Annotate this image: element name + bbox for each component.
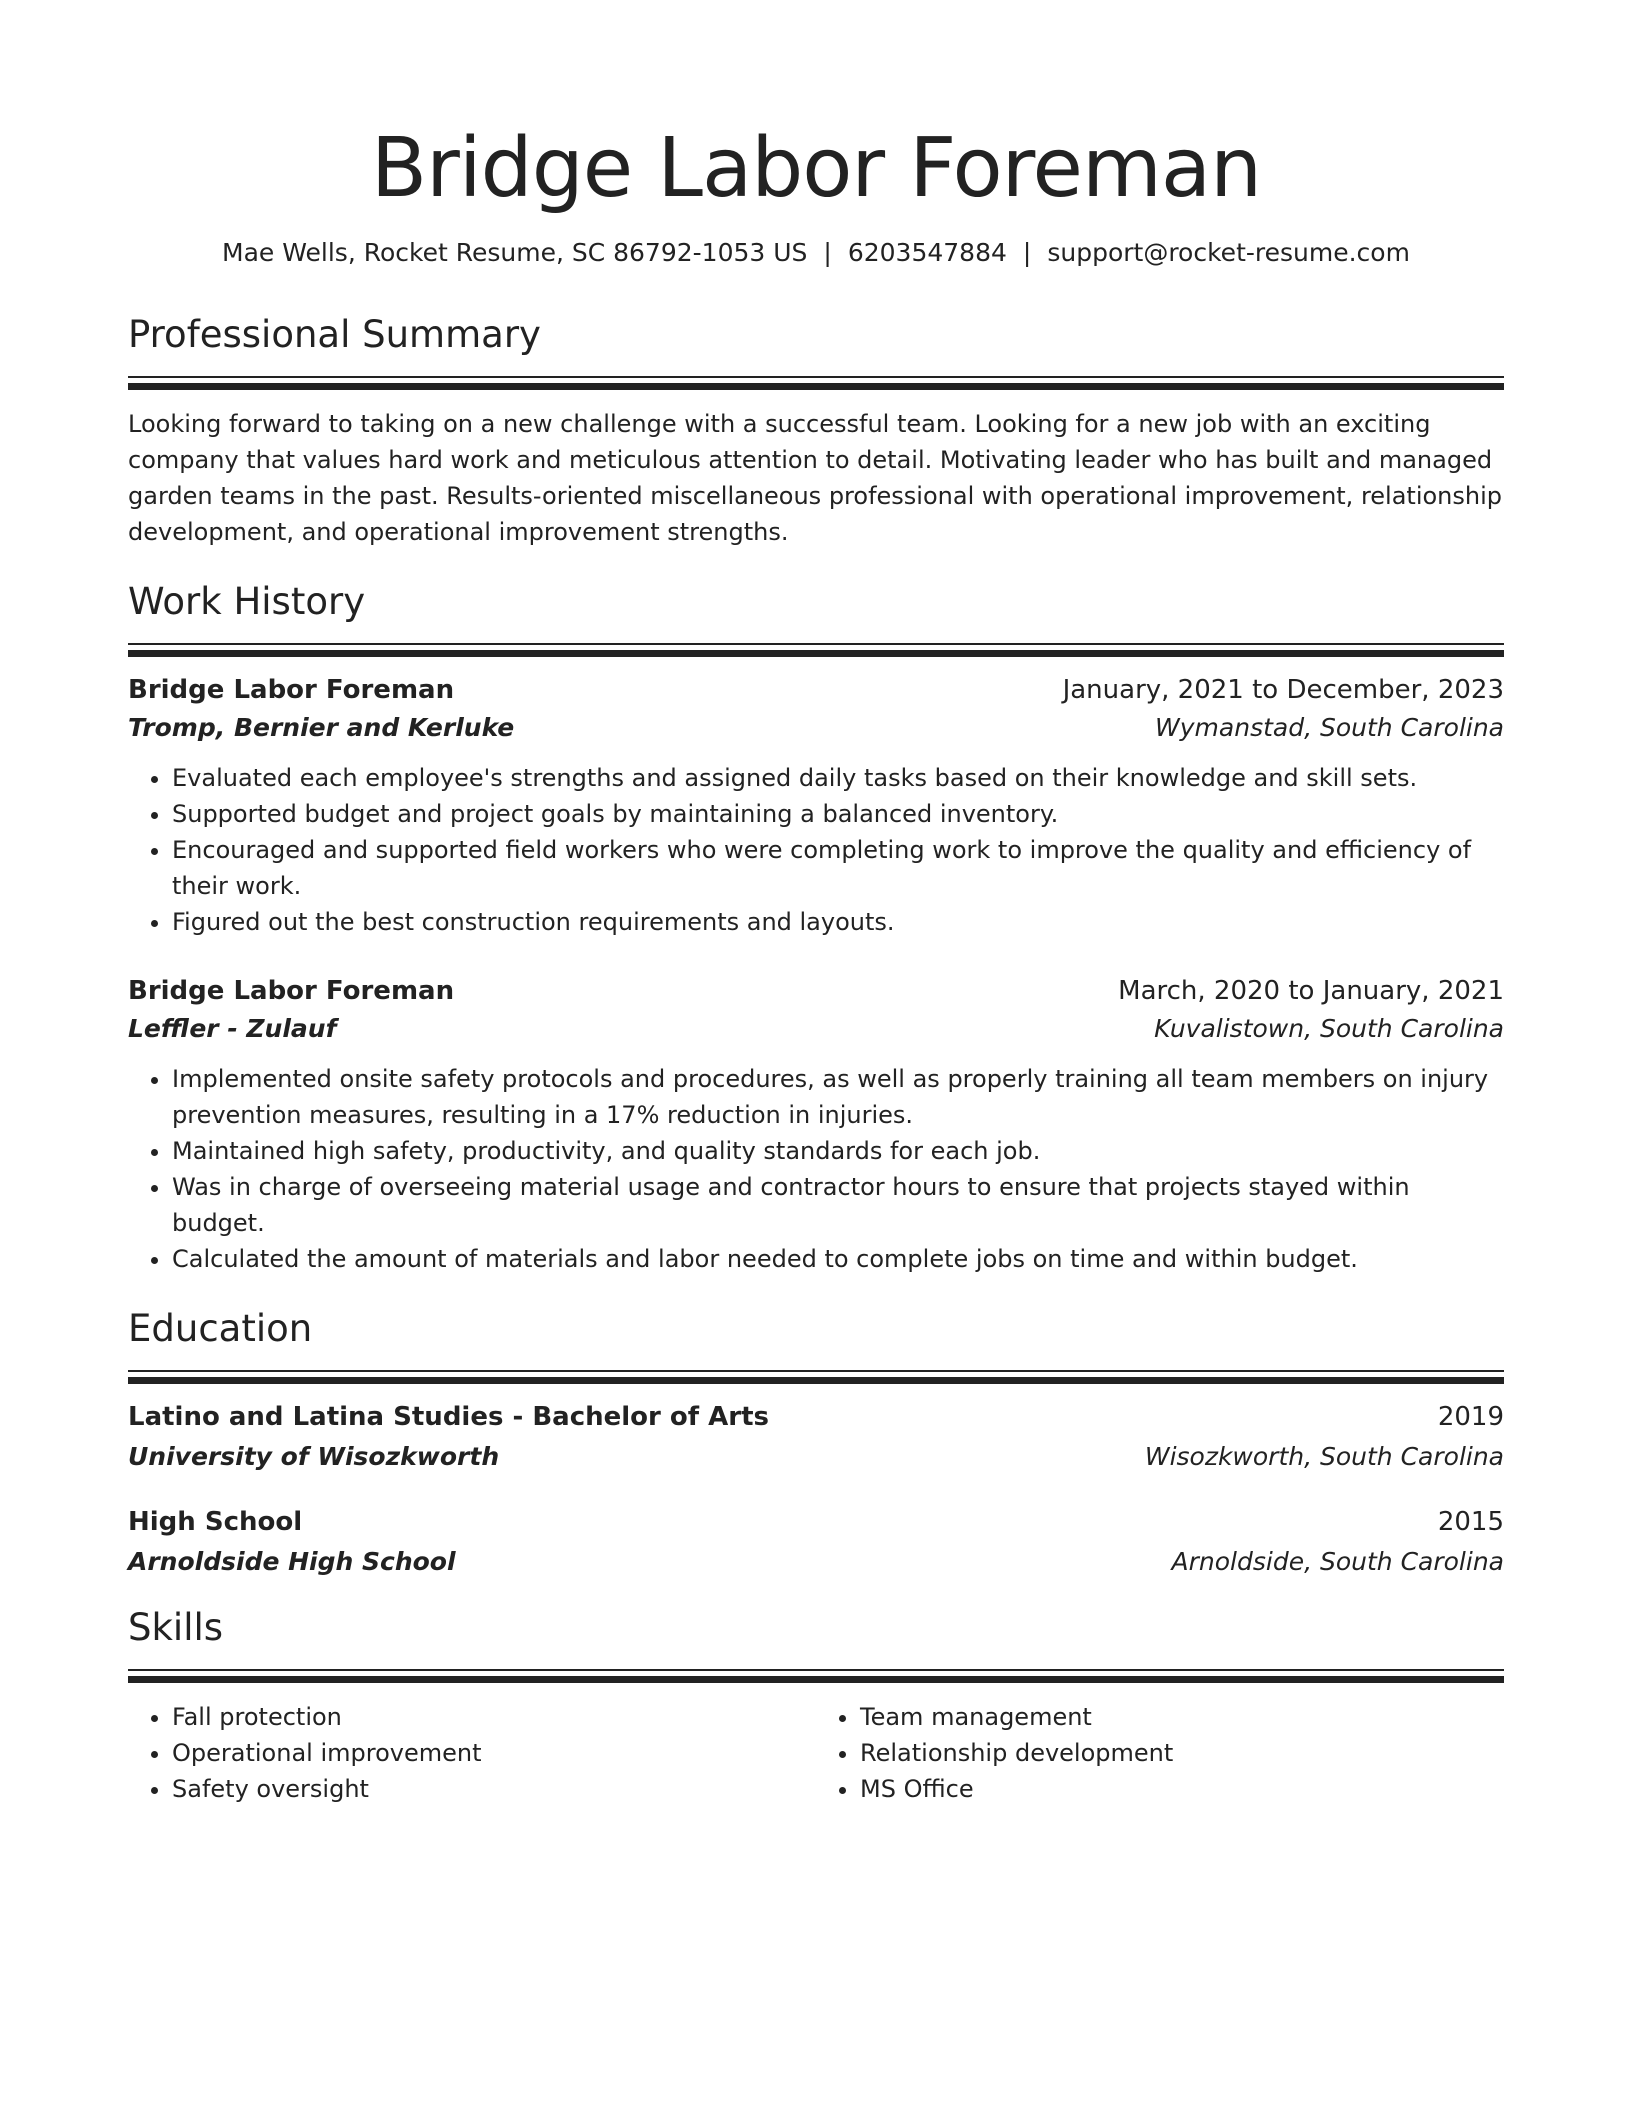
job-bullet: • Figured out the best construction requirements and layouts.	[172, 904, 1504, 940]
skill-item: • MS Office	[860, 1771, 1504, 1807]
education-degree: High School	[128, 1507, 303, 1537]
skill-item: • Operational improvement	[172, 1735, 816, 1771]
education-year: 2019	[1437, 1402, 1504, 1432]
job-bullets	[128, 760, 1504, 940]
job-bullet: • Supported budget and project goals by maintaining a balanced inventory.	[172, 796, 1504, 832]
job-bullet: • Maintained high safety, productivity, and quality standards for each job.	[172, 1133, 1504, 1169]
section-divider	[128, 643, 1504, 657]
section-divider	[128, 1370, 1504, 1384]
job-company: Tromp, Bernier and Kerluke	[128, 713, 515, 742]
section-title-education: Education	[128, 1307, 313, 1350]
education-year: 2015	[1437, 1507, 1504, 1537]
skills-list-left	[128, 1699, 816, 1807]
section-title-work-history: Work History	[128, 580, 366, 623]
skill-item: • Fall protection	[172, 1699, 816, 1735]
job-bullet: • Was in charge of overseeing material usage and contractor hours to ensure that projects stayed within budget.	[172, 1169, 1504, 1241]
job-bullet: • Encouraged and supported field workers who were completing work to improve the quality and efficiency of their work.	[172, 832, 1504, 904]
summary-text: Looking forward to taking on a new challenge with a successful team. Looking for a new job with an exciting company that values hard work and meticulous attention to detail. Motivating leader who has built and managed garden teams in the past. Results-oriented miscellaneous professional with operational improvement, relationship development, and operational improvement strengths.	[128, 410, 1503, 546]
contact-separator: |	[823, 238, 832, 267]
skills-list-right	[816, 1699, 1504, 1807]
contact-phone: 6203547884	[847, 238, 1007, 267]
job-bullet: • Implemented onsite safety protocols and procedures, as well as properly training all team members on injury prevention measures, resulting in a 17% reduction in injuries.	[172, 1061, 1504, 1133]
contact-email: support@rocket-resume.com	[1047, 238, 1410, 267]
education-degree: Latino and Latina Studies - Bachelor of Arts	[128, 1402, 769, 1432]
education-school: Arnoldside High School	[128, 1547, 456, 1576]
skill-item: • Relationship development	[860, 1735, 1504, 1771]
section-divider	[128, 1669, 1504, 1683]
contact-address: Mae Wells, Rocket Resume, SC 86792-1053 US	[222, 238, 808, 267]
contact-separator: |	[1022, 238, 1032, 267]
education-entry	[128, 1507, 1504, 1576]
skills-grid	[128, 1699, 1504, 1807]
contact-line	[128, 238, 1504, 267]
education-school: University of Wisozkworth	[128, 1442, 500, 1471]
skills-section	[128, 1606, 1504, 1807]
job-entry	[128, 976, 1504, 1277]
section-title-skills: Skills	[128, 1606, 224, 1649]
education-section	[128, 1307, 1504, 1576]
job-location: Kuvalistown, South Carolina	[1154, 1014, 1504, 1043]
job-dates: March, 2020 to January, 2021	[1118, 976, 1504, 1006]
job-company: Leffler - Zulauf	[128, 1014, 337, 1043]
section-title-summary: Professional Summary	[128, 313, 541, 356]
section-divider	[128, 376, 1504, 390]
job-dates: January, 2021 to December, 2023	[1062, 675, 1504, 705]
job-bullet: • Calculated the amount of materials and labor needed to complete jobs on time and within budget.	[172, 1241, 1504, 1277]
job-location: Wymanstad, South Carolina	[1155, 713, 1504, 742]
education-location: Arnoldside, South Carolina	[1171, 1547, 1504, 1576]
job-title: Bridge Labor Foreman	[128, 976, 455, 1006]
job-bullets	[128, 1061, 1504, 1277]
job-title: Bridge Labor Foreman	[128, 675, 455, 705]
resume-name: Bridge Labor Foreman	[370, 121, 1262, 216]
job-entry	[128, 675, 1504, 940]
summary-section	[128, 313, 1504, 550]
skill-item: • Safety oversight	[172, 1771, 816, 1807]
work-history-section	[128, 580, 1504, 1277]
skill-item: • Team management	[860, 1699, 1504, 1735]
job-bullet: • Evaluated each employee's strengths and assigned daily tasks based on their knowledge and skill sets.	[172, 760, 1504, 796]
education-entry	[128, 1402, 1504, 1471]
education-location: Wisozkworth, South Carolina	[1144, 1442, 1504, 1471]
